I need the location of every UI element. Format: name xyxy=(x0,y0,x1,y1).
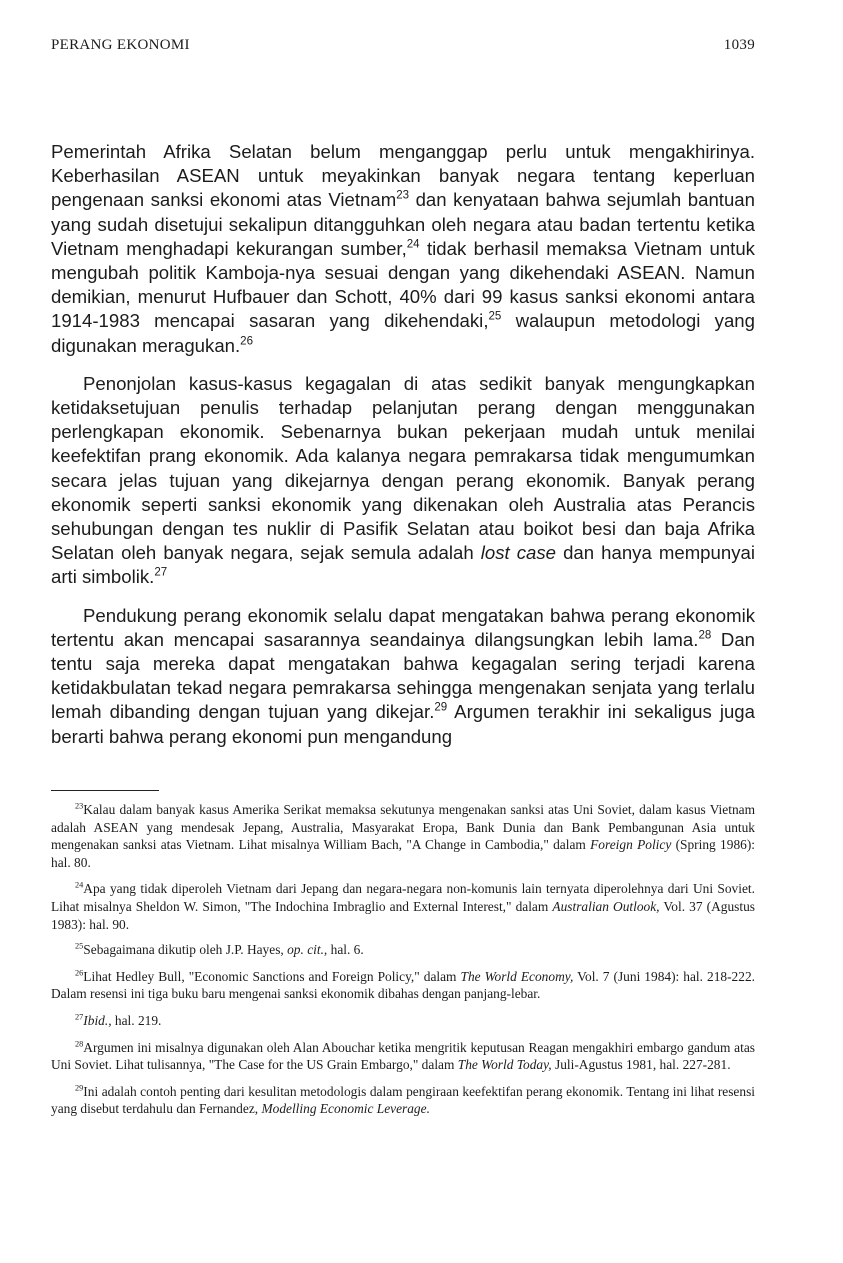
footnote-italic: Modelling Economic Leverage. xyxy=(261,1101,430,1117)
footnote-ref-27: 27 xyxy=(154,566,168,579)
paragraph-2-text-a: Penonjolan kasus-kasus kegagalan di atas sedikit banyak mengungkapkan ketidaksetujuan penulis terhadap pelanjutan perang dengan menggunakan perlengkapan ekonomik. Sebenarnya bukan pekerjaan mudah untuk menilai keefektifan prang ekonomik. Ada kalanya negara pemrakarsa tidak mengumumkan secara jelas tujuan yang dikejarnya dengan perang ekonomik. Banyak perang ekonomik seperti sanksi ekonomik yang dikenakan oleh Australia atas Perancis sehubungan dengan tes nuklir di Pasifik Selatan atau boikot besi dan baja Afrika Selatan oleh banyak negara, sejak semula adalah xyxy=(51,372,755,564)
paragraph-1-text-c: tidak berhasil memaksa Vietnam untuk mengubah politik Kamboja-nya sesuai dengan yang dikehendaki ASEAN. Namun demikian, menurut Hufbauer dan Schott, 40% dari 99 kasus sanksi ekonomi antara 1914-1983 mencapai sasaran yang dikehendaki, xyxy=(51,237,755,332)
paragraph-1-text-a: Pemerintah Afrika Selatan belum menganggap perlu untuk mengakhirinya. Keberhasilan ASEAN untuk meyakinkan banyak negara tentang keperluan pengenaan sanksi ekonomi atas Vietnam xyxy=(51,141,755,211)
footnote-28 xyxy=(51,1039,755,1074)
footnote-text: (Spring 1986): hal. 80. xyxy=(51,837,756,870)
footnote-text: hal. 219. xyxy=(111,1012,162,1028)
footnote-number: 27 xyxy=(75,1012,84,1022)
page-number: 1039 xyxy=(723,37,755,53)
paragraph-3 xyxy=(51,604,755,749)
footnote-italic: Foreign Policy xyxy=(590,837,672,853)
footnote-text: Ini adalah contoh penting dari kesulitan metodologis dalam pengiraan keefektifan perang ekonomik. Tentang ini lihat resensi yang disebut terdahulu dan Fernandez, xyxy=(51,1083,755,1117)
footnote-text: Sebagaimana dikutip oleh J.P. Hayes, xyxy=(83,942,288,958)
footnote-ref-29: 29 xyxy=(434,701,448,714)
footnote-24 xyxy=(51,880,755,933)
footnote-ref-28: 28 xyxy=(698,629,712,642)
paragraph-1 xyxy=(51,140,755,358)
footnote-number: 28 xyxy=(75,1039,84,1049)
body-text xyxy=(51,140,755,749)
footnote-text: Argumen ini misalnya digunakan oleh Alan Abouchar ketika mengritik keputusan Reagan mengakhiri embargo gandum atas Uni Soviet. Lihat tulisannya, "The Case for the US Grain Embargo," dalam xyxy=(51,1039,755,1073)
footnote-ref-26: 26 xyxy=(240,335,253,348)
footnote-italic: Ibid., xyxy=(83,1012,112,1028)
footnote-italic: op. cit., xyxy=(287,942,328,958)
footnotes xyxy=(51,801,755,1127)
footnote-italic: The World Economy, xyxy=(460,968,574,984)
running-title: PERANG EKONOMI xyxy=(51,37,190,53)
footnote-23 xyxy=(51,801,755,871)
paragraph-3-text-a: Pendukung perang ekonomik selalu dapat mengatakan bahwa perang ekonomik tertentu akan mencapai sasarannya seandainya dilangsungkan lebih lama. xyxy=(51,604,755,650)
footnote-ref-24: 24 xyxy=(406,238,420,251)
footnote-italic: Australian Outlook, xyxy=(552,898,660,914)
paragraph-2 xyxy=(51,372,755,590)
footnote-text: Juli-Agustus 1981, hal. 227-281. xyxy=(551,1057,731,1073)
paragraph-1-text-d: walaupun metodologi yang digunakan meragukan. xyxy=(51,310,755,356)
paragraph-3-text-b: Dan tentu saja mereka dapat mengatakan bahwa kegagalan sering terjadi karena ketidakbulatan tekad negara pemrakarsa sehingga mengenakan senjata yang terlalu lemah dibanding dengan tujuan yang dikejar. xyxy=(51,628,756,723)
footnote-number: 29 xyxy=(75,1083,84,1093)
footnote-29 xyxy=(51,1083,755,1118)
footnote-25 xyxy=(51,941,755,959)
footnote-text: hal. 6. xyxy=(327,942,364,958)
paragraph-3-text-c: Argumen terakhir ini sekaligus juga berarti bahwa perang ekonomi pun mengandung xyxy=(51,701,755,747)
footnote-ref-23: 23 xyxy=(396,189,410,202)
footnote-ref-25: 25 xyxy=(488,310,502,323)
running-header xyxy=(51,37,755,54)
footnote-number: 25 xyxy=(75,941,84,951)
footnote-27 xyxy=(51,1012,755,1030)
footnote-number: 23 xyxy=(75,801,84,811)
footnote-number: 26 xyxy=(75,968,84,978)
footnote-text: Vol. 7 (Juni 1984): hal. 218-222. Dalam resensi ini tiga buku baru mengenai sanksi ekonomik dibahas dengan panjang-lebar. xyxy=(51,968,755,1002)
paragraph-2-text-b: dan hanya mempunyai arti simbolik. xyxy=(51,542,755,588)
footnote-text: Lihat Hedley Bull, "Economic Sanctions and Foreign Policy," dalam xyxy=(83,968,461,984)
footnote-divider xyxy=(51,790,159,791)
footnote-26 xyxy=(51,968,755,1003)
footnote-text: Apa yang tidak diperoleh Vietnam dari Jepang dan negara-negara non-komunis lain ternyata diperolehnya dari Uni Soviet. Lihat misalnya Sheldon W. Simon, "The Indochina Imbraglio and External Interest," dalam xyxy=(51,881,755,914)
paragraph-2-italic: lost case xyxy=(480,542,557,564)
footnote-text: Kalau dalam banyak kasus Amerika Serikat memaksa sekutunya mengenakan sanksi atas Uni Soviet, dalam kasus Vietnam adalah ASEAN yang mendesak Jepang, Australia, Masyarakat Eropa, Bank Dunia dan Bank Pembangunan Asia untuk mengenakan sanksi atas Vietnam. Lihat misalnya William Bach, "A Change in Cambodia," dalam xyxy=(51,802,755,853)
footnote-text: Vol. 37 (Agustus 1983): hal. 90. xyxy=(51,898,755,932)
footnote-number: 24 xyxy=(75,880,84,890)
paragraph-1-text-b: dan kenyataan bahwa sejumlah bantuan yang sudah disetujui sekalipun ditangguhkan oleh negara atau badan tertentu ketika Vietnam menghadapi kekurangan sumber, xyxy=(51,189,755,259)
footnote-italic: The World Today, xyxy=(457,1057,552,1073)
